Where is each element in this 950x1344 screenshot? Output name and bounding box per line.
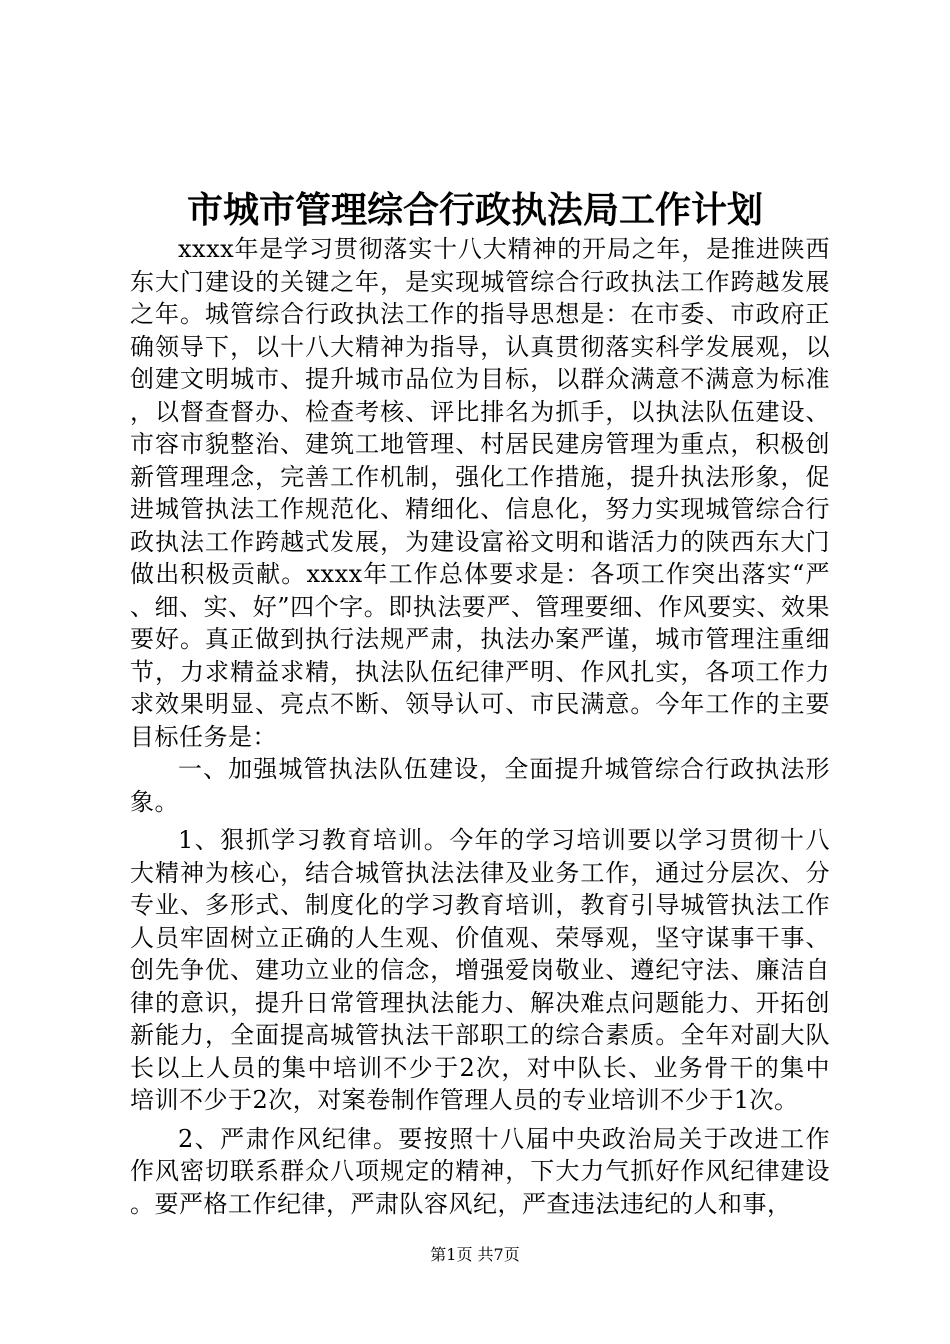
document-title: 市城市管理综合行政执法局工作计划 <box>186 189 763 231</box>
paragraph-intro: xxxx年是学习贯彻落实十八大精神的开局之年，是推进陕西东大门建设的关键之年，是实现城管综合行政执法工作跨越发展之年。城管综合行政执法工作的指导思想是：在市委、市政府正确领导下，以十八大精神为指导，认真贯彻落实科学发展观，以创建文明城市、提升城市品位为目标，以群众满意不满意为标准，以督查督办、检查考核、评比排名为抓手，以执法队伍建设、市容市貌整治、建筑工地管理、村居民建房管理为重点，积极创新管理理念，完善工作机制，强化工作措施，提升执法形象，促进城管执法工作规范化、精细化、信息化，努力实现城管综合行政执法工作跨越式发展，为建设富裕文明和谐活力的陕西东大门做出积极贡献。xxxx年工作总体要求是：各项工作突出落实“严、细、实、好”四个字。即执法要严、管理要细、作风要实、效果要好。真正做到执行法规严肃，执法办案严谨，城市管理注重细节，力求精益求精，执法队伍纪律严明、作风扎实，各项工作力求效果明显、亮点不断、领导认可、市民满意。今年工作的主要目标任务是： <box>130 235 830 751</box>
document-body <box>130 233 830 1220</box>
paragraph-item-1: 1、狠抓学习教育培训。今年的学习培训要以学习贯彻十八大精神为核心，结合城管执法法律及业务工作，通过分层次、分专业、多形式、制度化的学习教育培训，教育引导城管执法工作人员牢固树立正确的人生观、价值观、荣辱观，坚守谋事干事、创先争优、建功立业的信念，增强爱岗敬业、遵纪守法、廉洁自律的意识，提升日常管理执法能力、解决难点问题能力、开拓创新能力，全面提高城管执法干部职工的综合素质。全年对副大队长以上人员的集中培训不少于2次，对中队长、业务骨干的集中培训不少于2次，对案卷制作管理人员的专业培训不少于1次。 <box>130 826 830 1114</box>
paragraph-item-2: 2、严肃作风纪律。要按照十八届中央政治局关于改进工作作风密切联系群众八项规定的精神，下大力气抓好作风纪律建设。要严格工作纪律，严肃队容风纪，严查违法违纪的人和事， <box>130 1124 830 1218</box>
page-number-footer: 第1页 共7页 <box>430 1245 520 1264</box>
paragraph-section-1-heading: 一、加强城管执法队伍建设，全面提升城管综合行政执法形象。 <box>130 755 830 816</box>
